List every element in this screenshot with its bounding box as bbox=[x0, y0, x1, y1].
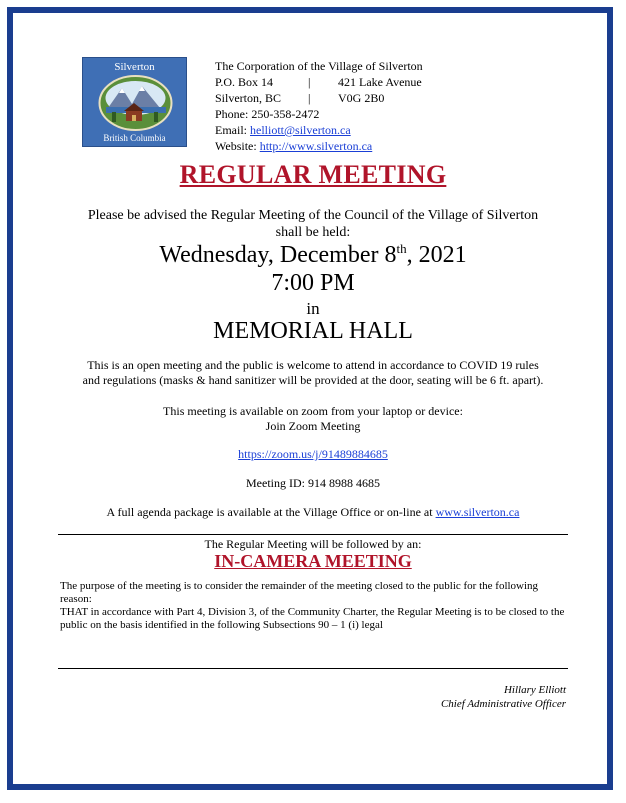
in-camera-purpose bbox=[60, 580, 570, 632]
city: Silverton, BC bbox=[215, 91, 282, 105]
purpose-paragraph-1: The purpose of the meeting is to consider the remainder of the meeting closed to the public for the following reason: bbox=[60, 580, 539, 605]
signature-name: Hillary Elliott bbox=[503, 684, 566, 696]
logo-top-text: Silverton bbox=[114, 61, 155, 73]
date-main: Wednesday, December 8 bbox=[159, 242, 397, 268]
website-label: Website: bbox=[215, 139, 257, 153]
website-row bbox=[215, 138, 423, 154]
page-title: REGULAR MEETING bbox=[179, 160, 447, 189]
meeting-venue: MEMORIAL HALL bbox=[213, 318, 413, 344]
village-logo bbox=[82, 57, 187, 147]
website-link[interactable]: http://www.silverton.ca bbox=[259, 139, 373, 153]
open-meeting-notice bbox=[0, 358, 626, 388]
org-name: The Corporation of the Village of Silverton bbox=[215, 59, 423, 73]
intro-text bbox=[0, 207, 626, 241]
divider-top bbox=[58, 534, 568, 535]
meeting-time: 7:00 PM bbox=[271, 270, 355, 296]
zoom-line-2: Join Zoom Meeting bbox=[265, 419, 361, 433]
agenda-link[interactable]: www.silverton.ca bbox=[435, 505, 520, 519]
po-box: P.O. Box 14 bbox=[215, 75, 274, 89]
separator: | bbox=[308, 75, 311, 89]
address-block bbox=[215, 58, 423, 154]
divider-bottom bbox=[58, 668, 568, 669]
open-line-2: and regulations (masks & hand sanitizer will be provided at the door, seating will be 6 ft. apart). bbox=[82, 373, 544, 387]
zoom-line-1: This meeting is available on zoom from your laptop or device: bbox=[163, 404, 463, 418]
in-camera-title: IN-CAMERA MEETING bbox=[214, 551, 412, 571]
intro-line-2: shall be held: bbox=[275, 225, 351, 240]
agenda-notice bbox=[0, 505, 626, 520]
meeting-date bbox=[0, 241, 626, 269]
agenda-text: A full agenda package is available at the Village Office or on-line at bbox=[106, 505, 433, 519]
signature-title: Chief Administrative Officer bbox=[440, 698, 566, 710]
purpose-paragraph-2: THAT in accordance with Part 4, Division 3, of the Community Charter, the Regular Meeting is to be closed to the public on the basis identified in the following Subsections 90 – 1 (i) legal bbox=[60, 606, 565, 631]
zoom-notice bbox=[0, 404, 626, 434]
email-link[interactable]: helliott@silverton.ca bbox=[250, 123, 351, 137]
zoom-link-row bbox=[0, 447, 626, 462]
meeting-id: Meeting ID: 914 8988 4685 bbox=[246, 476, 380, 490]
logo-bottom-text: British Columbia bbox=[103, 133, 166, 143]
logo-emblem-icon bbox=[98, 74, 173, 132]
in-word: in bbox=[306, 299, 320, 318]
city-row bbox=[215, 90, 423, 106]
zoom-link[interactable]: https://zoom.us/j/91489884685 bbox=[238, 447, 388, 461]
signature-block bbox=[441, 683, 566, 711]
postal-code: V0G 2B0 bbox=[338, 91, 385, 105]
intro-line-1: Please be advised the Regular Meeting of the Council of the Village of Silverton bbox=[87, 208, 539, 223]
street: 421 Lake Avenue bbox=[338, 75, 422, 89]
po-box-row bbox=[215, 74, 423, 90]
date-year: , 2021 bbox=[406, 242, 467, 268]
separator: | bbox=[308, 91, 311, 105]
open-line-1: This is an open meeting and the public is welcome to attend in accordance to COVID 19 rules bbox=[87, 358, 539, 372]
email-label: Email: bbox=[215, 123, 247, 137]
email-row bbox=[215, 122, 423, 138]
phone: Phone: 250-358-2472 bbox=[215, 107, 320, 121]
followed-by-text: The Regular Meeting will be followed by an: bbox=[204, 537, 422, 551]
date-suffix: th bbox=[396, 241, 407, 256]
